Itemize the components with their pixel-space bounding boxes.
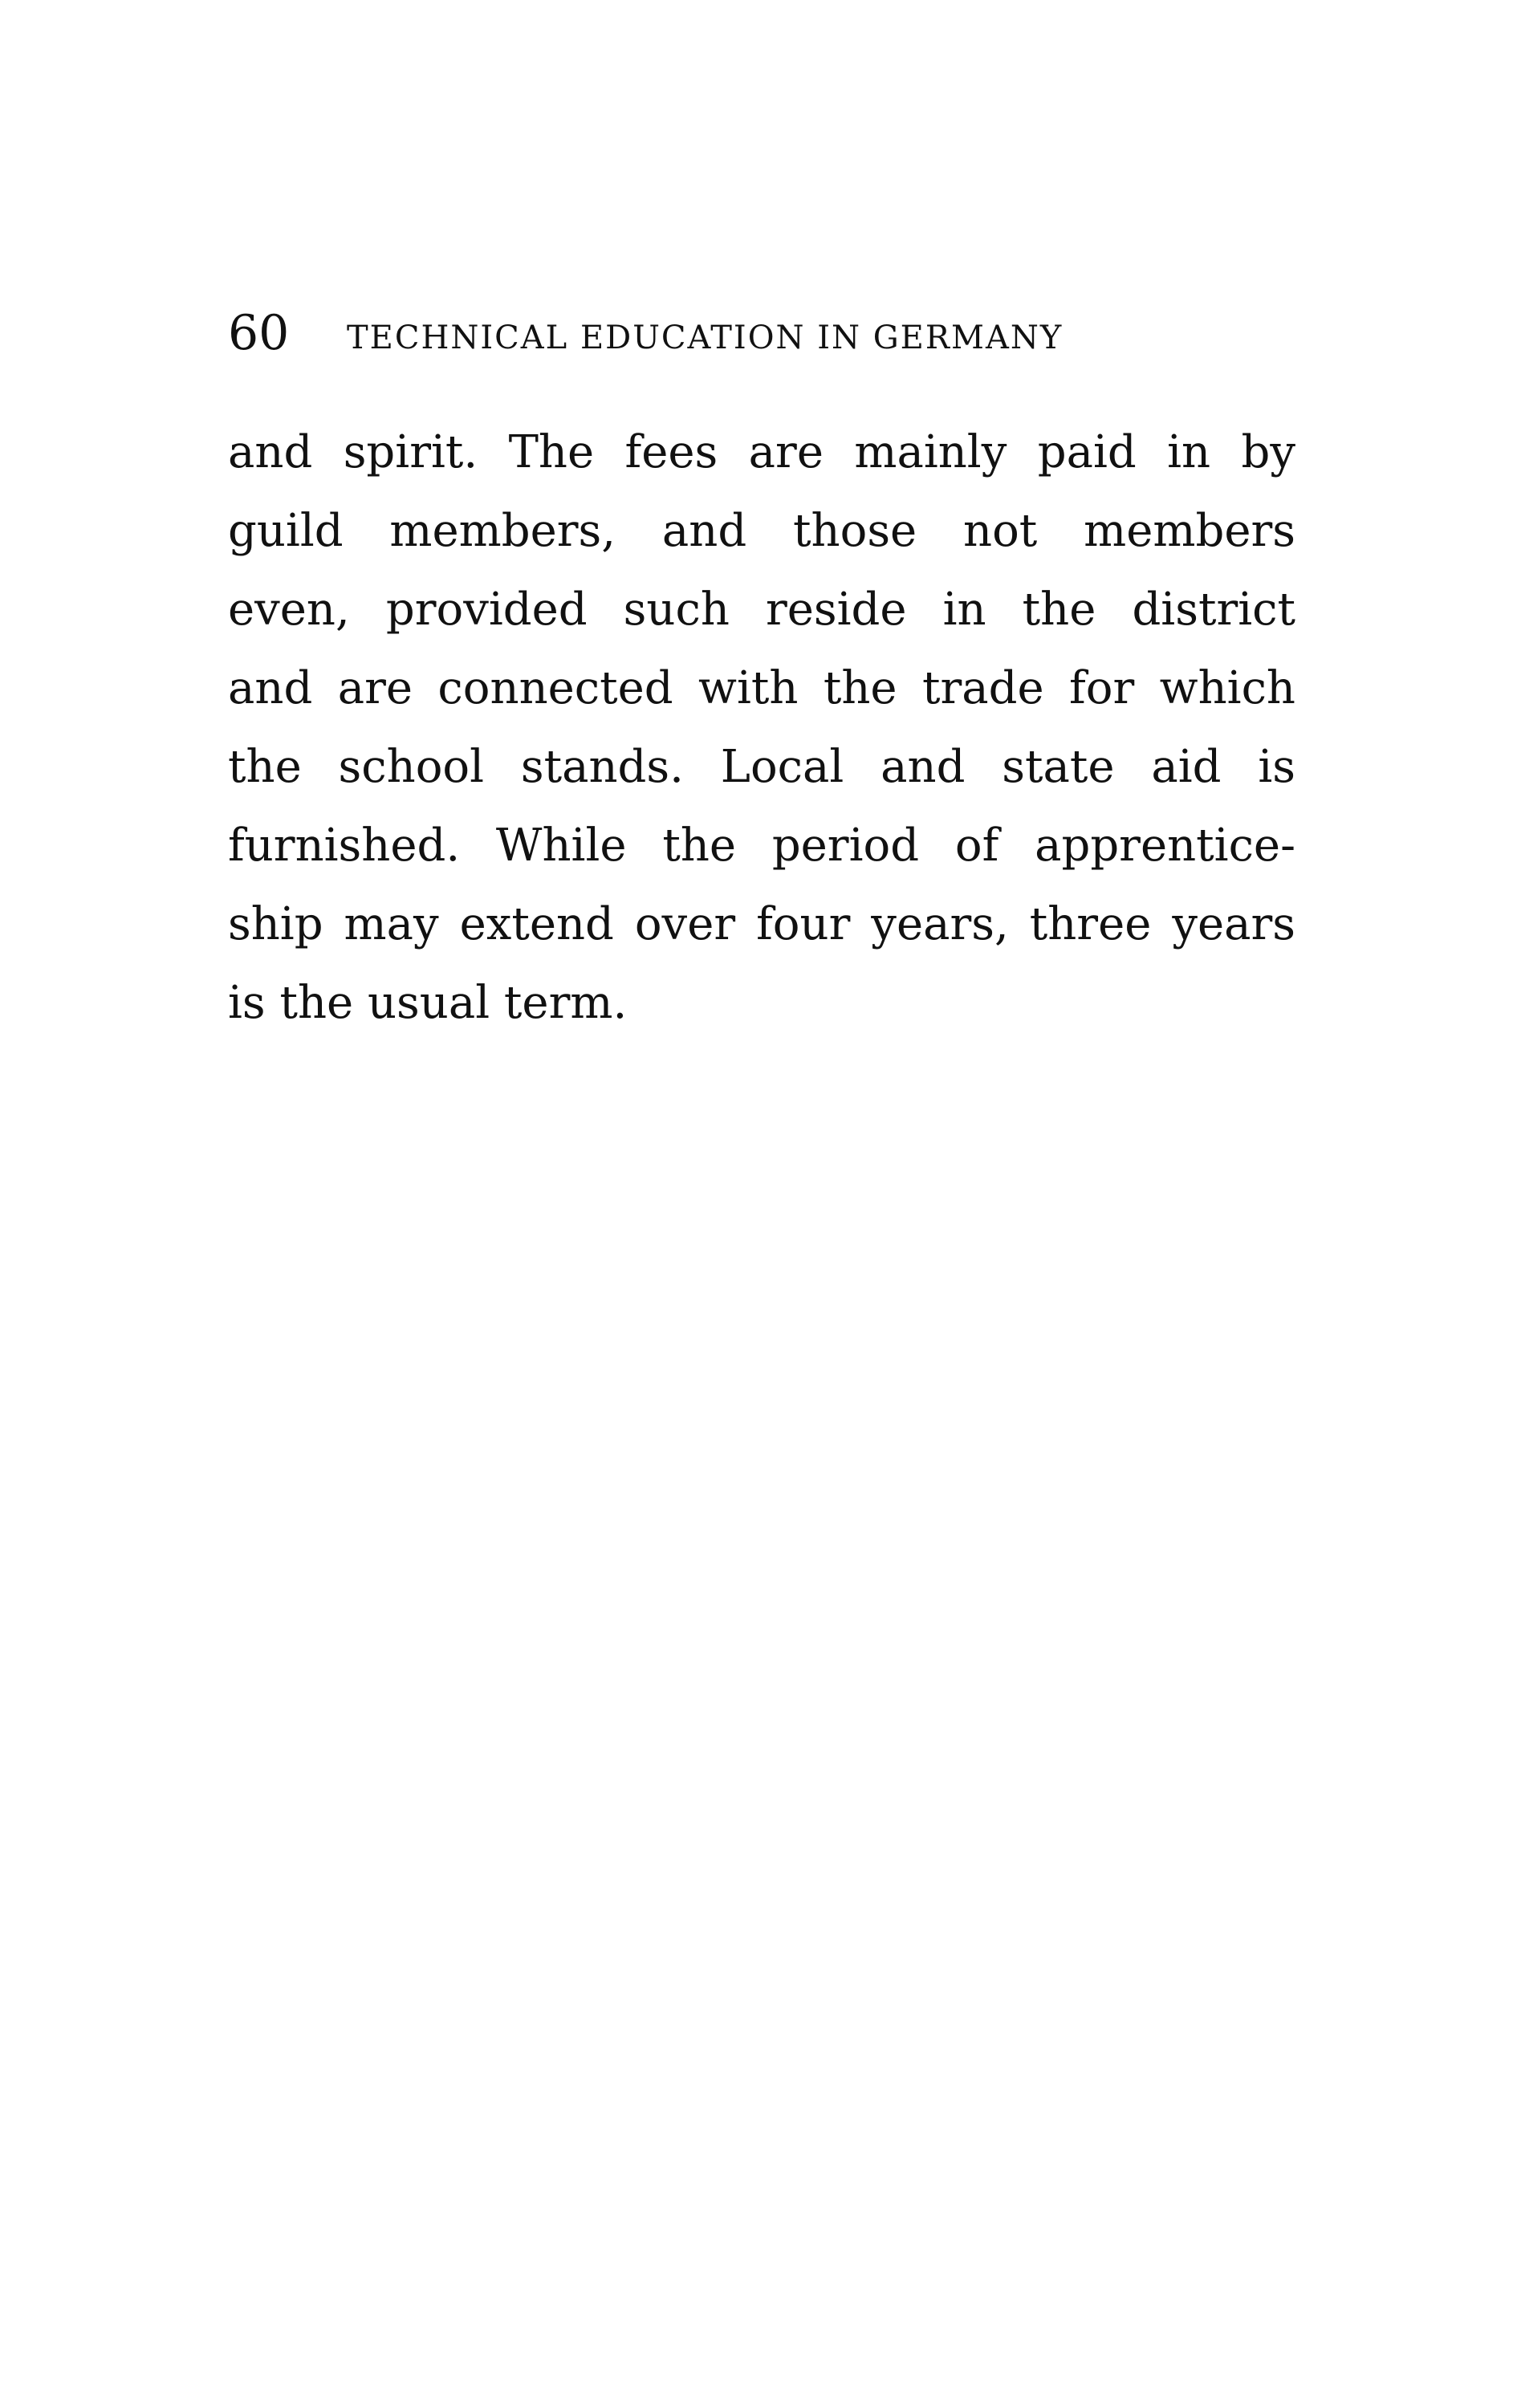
text-line: furnished. While the period of apprentice- (228, 820, 1295, 872)
text-line: ship may extend over four years, three years (228, 898, 1295, 950)
text-line: even, provided such reside in the district (228, 584, 1295, 636)
text-line: the school stands. Local and state aid is (228, 741, 1295, 793)
text-line: and spirit. The fees are mainly paid in by (228, 426, 1295, 478)
running-title: TECHNICAL EDUCATION IN GERMANY (347, 319, 1064, 356)
text-line: and are connected with the trade for which (228, 662, 1295, 714)
page-number: 60 (228, 305, 290, 361)
text-line: is the usual term. (228, 977, 628, 1029)
text-line: guild members, and those not members (228, 505, 1295, 557)
body-paragraph (228, 413, 1295, 1043)
running-head (228, 305, 1295, 361)
